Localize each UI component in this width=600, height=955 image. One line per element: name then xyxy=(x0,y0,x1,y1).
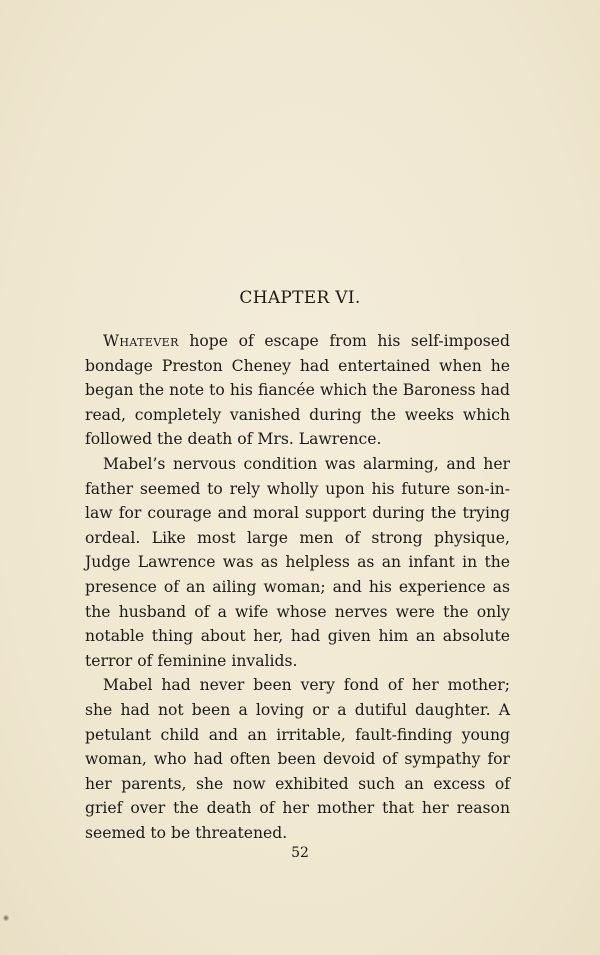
paragraph-1-text: hope of escape from his self-imposed bondage Preston Cheney had entertained when he began the note to his fiancée which the Baroness had read, completely vanished during the weeks which followed the death of Mrs. Lawrence. xyxy=(85,332,510,449)
lead-word: Whatever xyxy=(103,332,179,350)
paragraph-2: Mabel’s nervous condition was alarming, and her father seemed to rely wholly upon his future son-in-law for courage and moral support during the trying ordeal. Like most large men of strong physique, Judge Lawrence was as helpless as an infant in the presence of an ailing woman; and his experience as the husband of a wife whose nerves were the only notable thing about her, had given him an absolute terror of feminine invalids. xyxy=(85,454,510,670)
chapter-heading: CHAPTER VI. xyxy=(239,288,361,308)
paragraph-3: Mabel had never been very fond of her mother; she had not been a loving or a dutiful daughter. A petulant child and an irritable, fault-finding young woman, who had often been devoid of sympathy for her parents, she now exhibited such an excess of grief over the death of her mother that her reason seemed to be threatened. xyxy=(85,676,510,842)
body-text xyxy=(85,329,510,845)
page-number: 52 xyxy=(291,845,309,861)
ink-speck xyxy=(3,914,9,922)
paragraph-1 xyxy=(85,329,510,452)
